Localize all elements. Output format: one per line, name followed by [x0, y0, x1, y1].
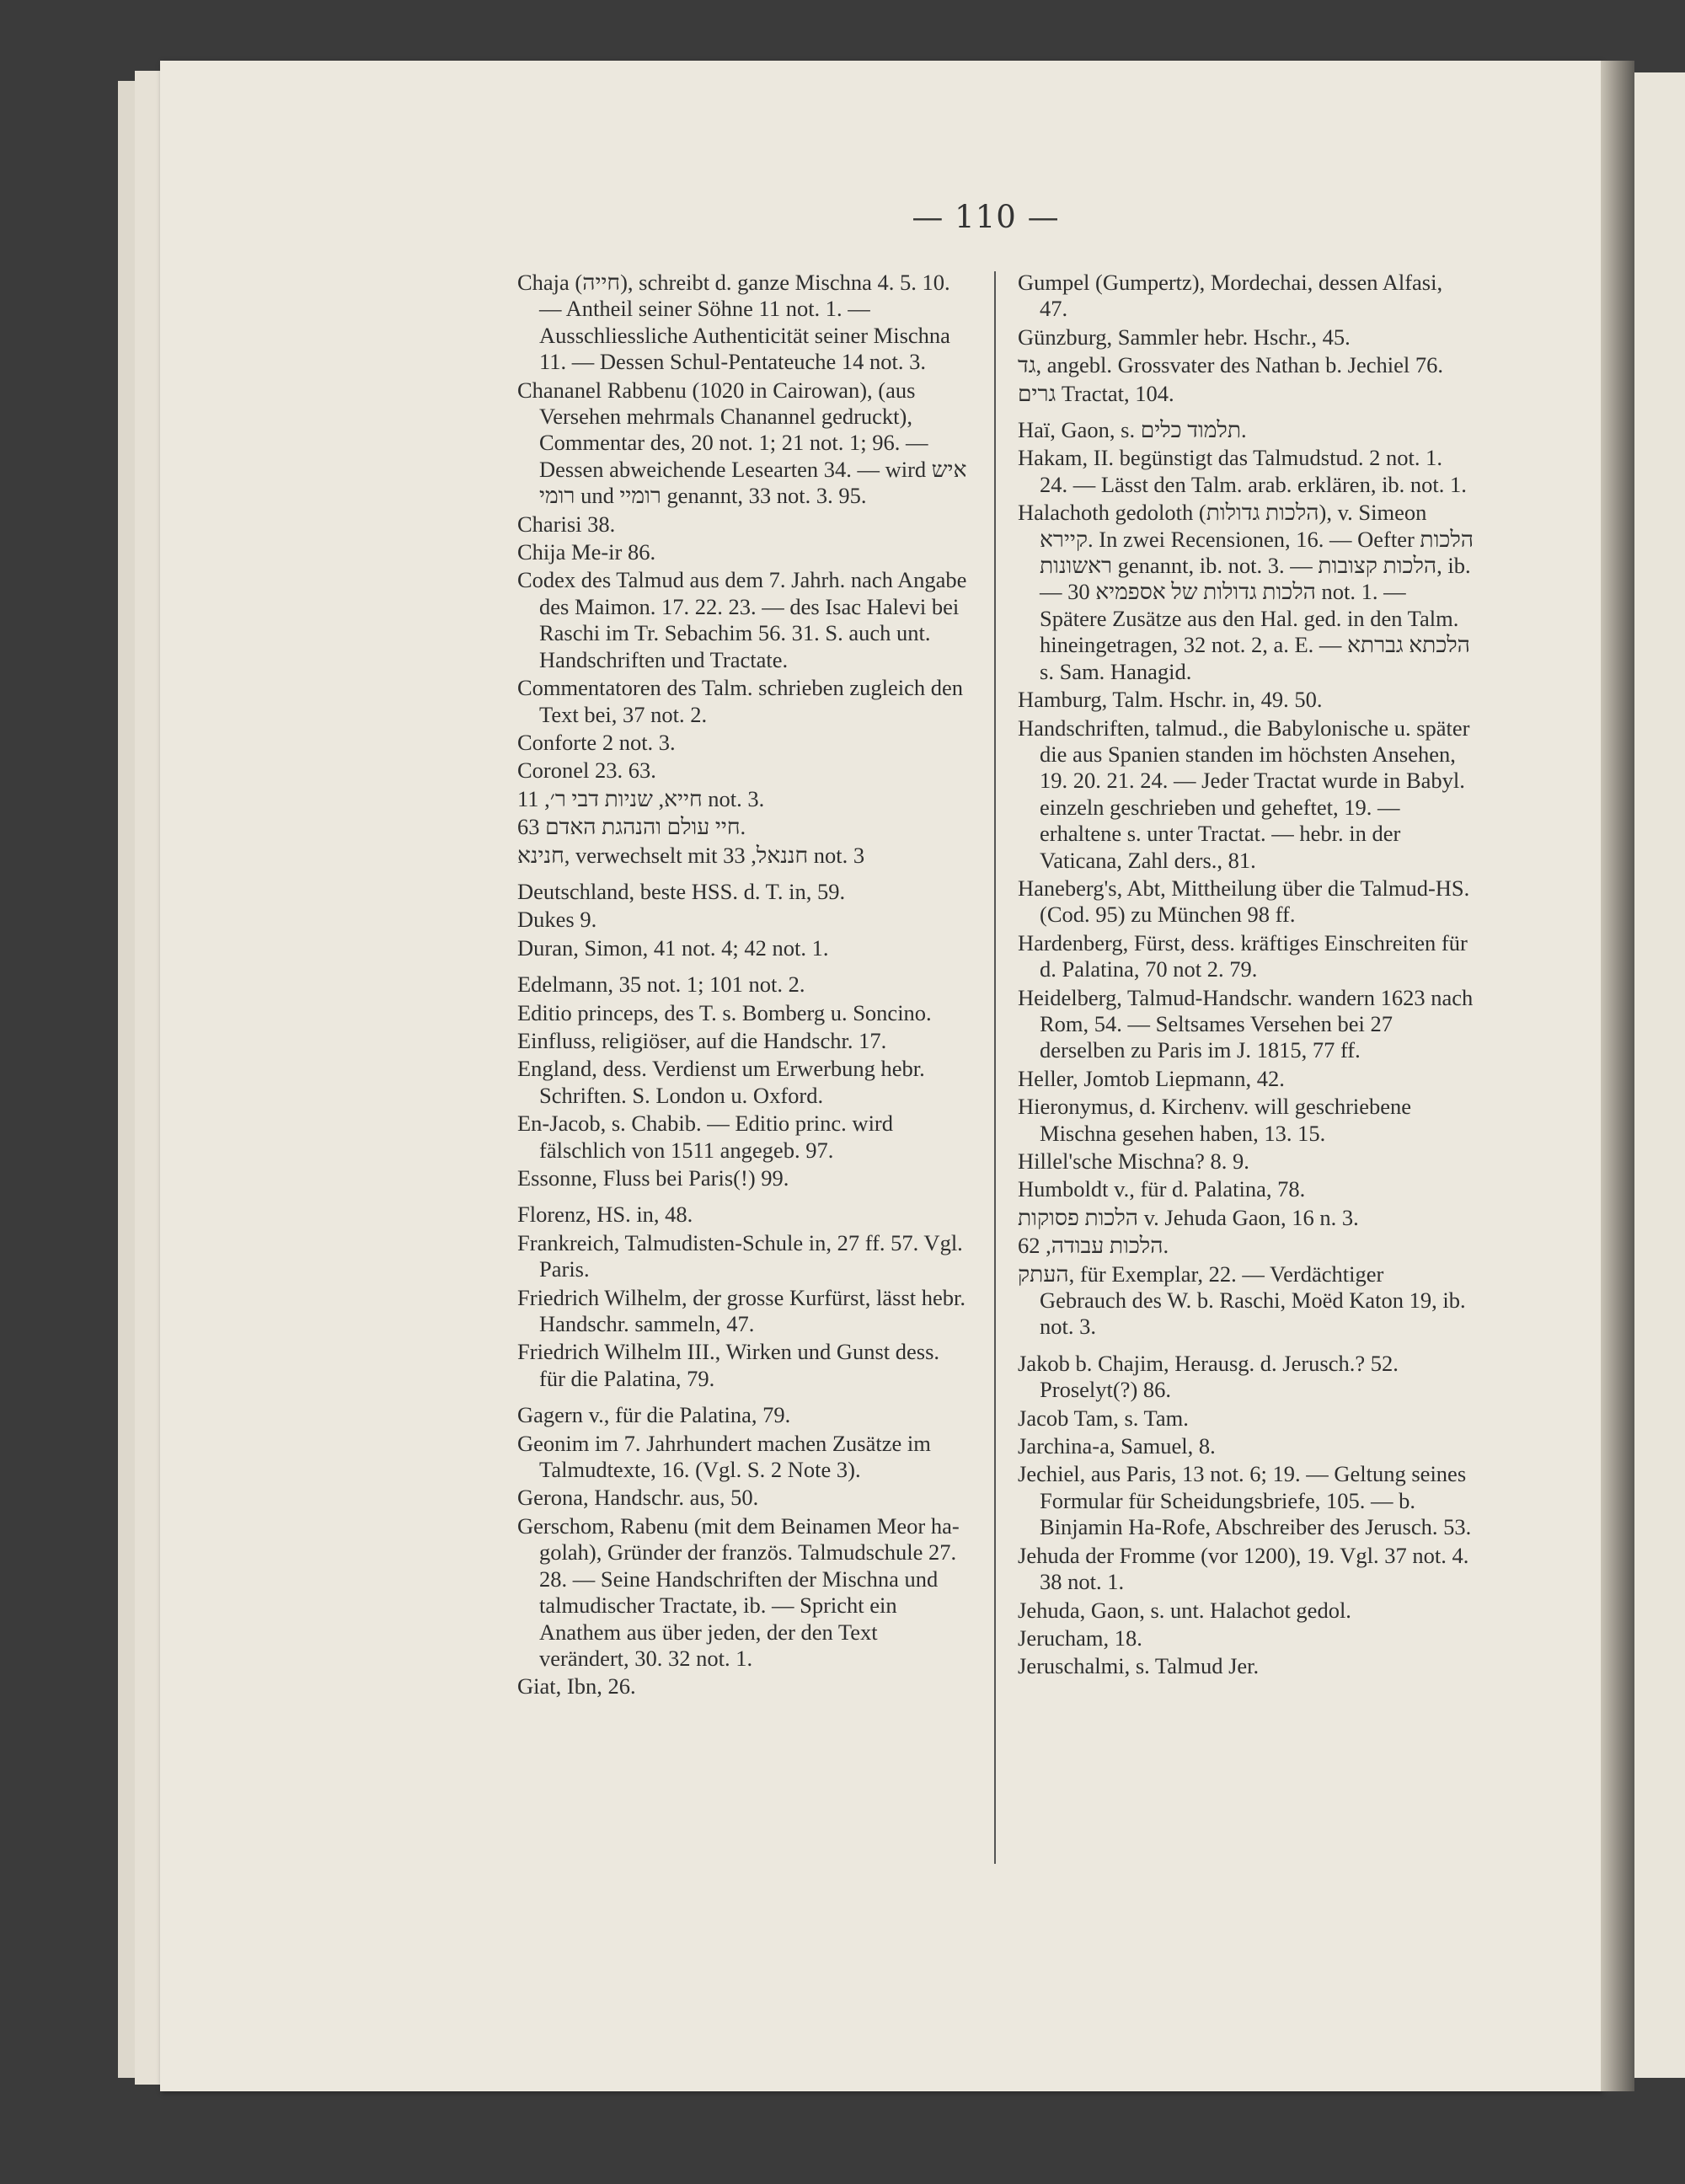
index-entry: Commentatoren des Talm. schrieben zugleich den Text bei, 37 not. 2.	[517, 675, 963, 727]
index-entry-section-f: Florenz, HS. in, 48.	[517, 1202, 693, 1228]
index-entry-section-d: Deutschland, beste HSS. d. T. in, 59.	[517, 878, 846, 904]
index-entry: Frankreich, Talmudisten-Schule in, 27 ff. 57. Vgl. Paris.	[517, 1229, 963, 1282]
index-entry: Jehuda der Fromme (vor 1200), 19. Vgl. 37 not. 4. 38 not. 1.	[1018, 1542, 1469, 1595]
index-entry: Handschriften, talmud., die Babylonische u. später die aus Spanien standen im höchsten Ansehen, 19. 20. 21. 24. — Jeder Tractat wurde in Babyl. einzeln geschrieben und geheftet, 19. — erhaltene s. unter Tractat. — hebr. in der Vaticana, Zahl ders., 81.	[1018, 715, 1470, 873]
index-entry: Dukes 9.	[517, 907, 597, 933]
index-entry: Halachoth gedoloth (הלכות גדולות), v. Simeon קיירא. In zwei Recensionen, 16. — Oefter הלכות ראשונות genannt, ib. not. 3. — הלכות קצובות, ib. — הלכות גדולות של אספמיא 30 not. 1. — Spätere Zusätze aus den Hal. ged. in den Talm. hineingetragen, 32 not. 2, a. E. — הלכתא גברתא s. Sam. Hanagid.	[1018, 500, 1474, 684]
index-entry: Günzburg, Sammler hebr. Hschr., 45.	[1018, 324, 1351, 350]
index-entry: Gumpel (Gumpertz), Mordechai, dessen Alfasi, 47.	[1018, 270, 1443, 322]
index-entry: Jacob Tam, s. Tam.	[1018, 1405, 1189, 1431]
facing-page-edge	[1634, 72, 1685, 2078]
index-entry: Einfluss, religiöser, auf die Handschr. 17.	[517, 1027, 887, 1053]
index-entry: Coronel 23. 63.	[517, 757, 656, 784]
index-entry-section-e: Edelmann, 35 not. 1; 101 not. 2.	[517, 972, 805, 998]
index-entry-section-j: Jakob b. Chajim, Herausg. d. Jerusch.? 52. Proselyt(?) 86.	[1018, 1350, 1399, 1403]
index-column-right	[1018, 270, 1474, 1682]
index-entry-hebrew: חייא, שניות דבי ר׳, 11 not. 3.	[517, 785, 765, 811]
index-entry: Editio princeps, des T. s. Bomberg u. Soncino.	[517, 999, 932, 1025]
index-entry: Hakam, II. begünstigt das Talmudstud. 2 not. 1. 24. — Lässt den Talm. arab. erklären, ib. not. 1.	[1018, 445, 1467, 497]
index-entry: Chaja (חייה), schreibt d. ganze Mischna 4. 5. 10. — Antheil seiner Söhne 11 not. 1. — Ausschliessliche Authenticität seiner Mischna 11. — Dessen Schul-Pentateuche 14 not. 3.	[517, 270, 950, 375]
index-entry: גרים Tractat, 104.	[1018, 380, 1174, 406]
index-entry: Duran, Simon, 41 not. 4; 42 not. 1.	[517, 934, 829, 961]
index-entry: Gerona, Handschr. aus, 50.	[517, 1485, 759, 1511]
index-entry: Charisi 38.	[517, 511, 616, 537]
index-entry: Gerschom, Rabenu (mit dem Beinamen Meor ha-golah), Gründer der französ. Talmudschule 27. 28. — Seine Handschriften der Mischna und talmudischer Tractate, ib. — Spricht ein Anathem aus über jeden, der den Text verändert, 30. 32 not. 1.	[517, 1512, 960, 1671]
index-entry: Jerucham, 18.	[1018, 1625, 1142, 1651]
index-entry: Haneberg's, Abt, Mittheilung über die Talmud-HS. (Cod. 95) zu München 98 ff.	[1018, 875, 1470, 928]
index-column-left	[517, 270, 969, 1702]
index-entry: Humboldt v., für d. Palatina, 78.	[1018, 1176, 1306, 1202]
index-entry-section-h: Haï, Gaon, s. תלמוד כלים.	[1018, 417, 1247, 443]
index-entry: Jeruschalmi, s. Talmud Jer.	[1018, 1653, 1260, 1679]
index-entry: גד, angebl. Grossvater des Nathan b. Jechiel 76.	[1018, 352, 1443, 378]
index-entry: Chananel Rabbenu (1020 in Cairowan), (aus Versehen mehrmals Chanannel gedruckt), Commentar des, 20 not. 1; 21 not. 1; 96. — Dessen abweichende Lesearten 34. — wird איש רומי und רומיי genannt, 33 not. 3. 95.	[517, 377, 967, 509]
page-number: — 110 —	[912, 199, 1060, 235]
index-entry: Hardenberg, Fürst, dess. kräftiges Einschreiten für d. Palatina, 70 not 2. 79.	[1018, 929, 1468, 982]
index-entry: Giat, Ibn, 26.	[517, 1673, 636, 1700]
index-entry: Conforte 2 not. 3.	[517, 729, 676, 755]
index-entry-hebrew: חיי עולם והנהגת האדם 63.	[517, 814, 746, 840]
index-entry: Chija Me-ir 86.	[517, 539, 656, 565]
index-entry: Codex des Talmud aus dem 7. Jahrh. nach Angabe des Maimon. 17. 22. 23. — des Isac Halevi bei Raschi im Tr. Sebachim 56. 31. S. auch unt. Handschriften und Tractate.	[517, 567, 967, 672]
column-divider	[994, 271, 996, 1864]
index-entry: Hillel'sche Mischna? 8. 9.	[1018, 1148, 1249, 1174]
index-entry: En-Jacob, s. Chabib. — Editio princ. wird fälschlich von 1511 angegeb. 97.	[517, 1111, 894, 1163]
index-entry: Friedrich Wilhelm III., Wirken und Gunst dess. für die Palatina, 79.	[517, 1339, 940, 1391]
index-entry-hebrew: העתק, für Exemplar, 22. — Verdächtiger Gebrauch des W. b. Raschi, Moëd Katon 19, ib. not. 3.	[1018, 1261, 1466, 1340]
index-entry-hebrew: הלכות עבודה, 62.	[1018, 1233, 1169, 1259]
book-gutter	[1601, 61, 1634, 2091]
index-entry: England, dess. Verdienst um Erwerbung hebr. Schriften. S. London u. Oxford.	[517, 1056, 925, 1108]
index-entry-hebrew: חנינא, verwechselt mit חננאל, 33 not. 3	[517, 842, 865, 868]
index-entry: Heller, Jomtob Liepmann, 42.	[1018, 1065, 1285, 1091]
index-entry: Jarchina-a, Samuel, 8.	[1018, 1433, 1216, 1459]
index-entry: Jechiel, aus Paris, 13 not. 6; 19. — Geltung seines Formular für Scheidungsbriefe, 105. — b. Binjamin Ha-Rofe, Abschreiber des Jerusch. 53.	[1018, 1461, 1472, 1540]
index-entry: Hieronymus, d. Kirchenv. will geschriebene Mischna gesehen haben, 13. 15.	[1018, 1094, 1412, 1146]
index-entry: Jehuda, Gaon, s. unt. Halachot gedol.	[1018, 1597, 1351, 1623]
index-entry: Essonne, Fluss bei Paris(!) 99.	[517, 1165, 789, 1191]
index-entry-hebrew: הלכות פסוקות v. Jehuda Gaon, 16 n. 3.	[1018, 1204, 1359, 1230]
index-entry: Heidelberg, Talmud-Handschr. wandern 1623 nach Rom, 54. — Seltsames Versehen bei 27 derselben zu Paris im J. 1815, 77 ff.	[1018, 984, 1474, 1063]
index-entry: Geonim im 7. Jahrhundert machen Zusätze im Talmudtexte, 16. (Vgl. S. 2 Note 3).	[517, 1430, 931, 1483]
index-entry-section-g: Gagern v., für die Palatina, 79.	[517, 1402, 791, 1428]
index-entry: Hamburg, Talm. Hschr. in, 49. 50.	[1018, 687, 1323, 713]
index-entry: Friedrich Wilhelm, der grosse Kurfürst, lässt hebr. Handschr. sammeln, 47.	[517, 1284, 966, 1337]
